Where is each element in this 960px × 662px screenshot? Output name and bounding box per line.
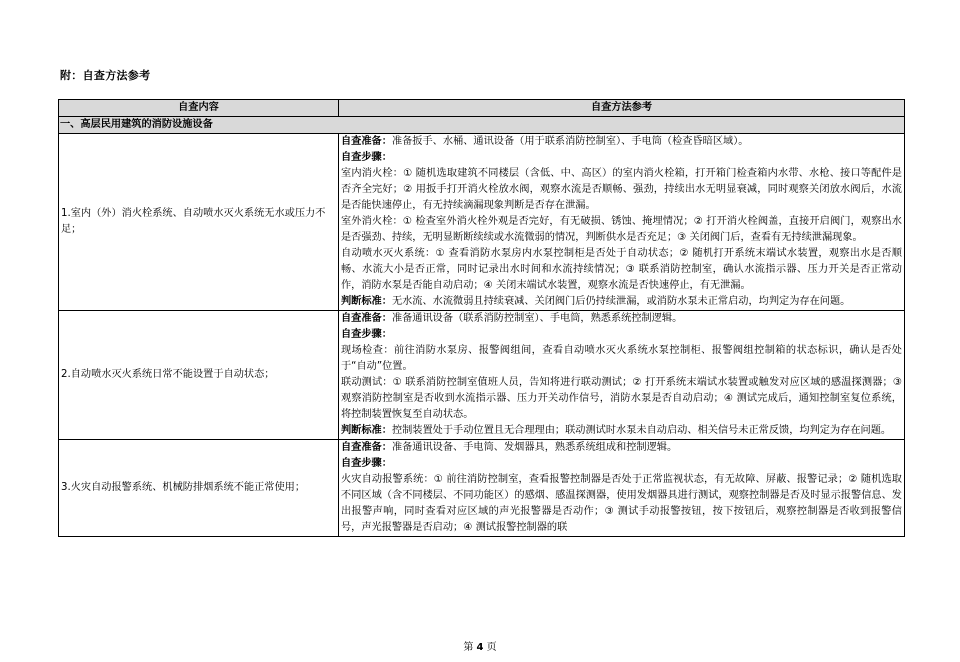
table-header-row — [59, 100, 905, 117]
check-method — [339, 311, 905, 440]
method-clip — [341, 440, 902, 536]
method-label: 自查步骤： — [341, 152, 392, 163]
method-paragraph — [341, 423, 902, 439]
method-label: 判断标准： — [341, 296, 392, 307]
section-title: 一、高层民用建筑的消防设施设备 — [59, 117, 905, 134]
method-label: 判断标准： — [341, 425, 392, 436]
section-row — [59, 117, 905, 134]
method-label: 自查准备： — [341, 442, 392, 453]
method-paragraph — [341, 472, 902, 536]
method-label: 自查准备： — [341, 313, 392, 324]
check-item: 3.火灾自动报警系统、机械防排烟系统不能正常使用； — [59, 440, 339, 537]
column-header-method: 自查方法参考 — [339, 100, 905, 117]
footer-suffix: 页 — [486, 642, 497, 653]
footer-prefix: 第 — [463, 642, 474, 653]
method-paragraph — [341, 343, 902, 375]
method-text: 准备扳手、水桶、通讯设备（用于联系消防控制室）、手电筒（检查昏暗区域）。 — [391, 136, 749, 147]
self-check-table — [58, 99, 905, 537]
check-method — [339, 134, 905, 311]
method-paragraph — [341, 150, 902, 166]
page-heading: 附：自查方法参考 — [60, 69, 151, 82]
method-paragraph — [341, 134, 902, 150]
check-item: 1.室内（外）消火栓系统、自动喷水灭火系统无水或压力不足； — [59, 134, 339, 311]
method-text: 火灾自动报警系统：① 前往消防控制室，查看报警控制器是否处于正常监视状态，有无故障、屏蔽、报警记录；② 随机选取不同区域（含不同楼层、不同功能区）的感烟、感温探测器，使用发烟器具进行测试，观察控制器是否及时显示报警信息、发出报警声响，同时查看对应区域的声光报警器是否动作；③ 测试手动报警按钮，按下按钮后，观察控制器是否收到报警信号，声光报警器是否启动；④ 测试报警控制器的联 — [341, 474, 902, 533]
method-text: 自动喷水灭火系统：① 查看消防水泵房内水泵控制柜是否处于自动状态；② 随机打开系统末端试水装置，观察出水是否顺畅、水流大小是否正常，同时记录出水时间和水流持续情况；③ 联系消防控制室，确认水流指示器、压力开关是否正常动作，消防水泵是否能自动启动；④ 关闭末端试水装置，观察水流是否快速停止，有无泄漏。 — [341, 248, 902, 291]
method-text: 准备通讯设备、手电筒、发烟器具，熟悉系统组成和控制逻辑。 — [391, 442, 678, 453]
page-number: 4 — [476, 642, 484, 653]
method-paragraph — [341, 166, 902, 214]
method-text: 无水流、水流微弱且持续衰减、关闭阀门后仍持续泄漏，或消防水泵未正常启动，均判定为存在问题。 — [391, 296, 851, 307]
table-row — [59, 134, 905, 311]
method-text: 准备通讯设备（联系消防控制室）、手电筒，熟悉系统控制逻辑。 — [391, 313, 683, 324]
method-text: 控制装置处于手动位置且无合理理由；联动测试时水泵未自动启动、相关信号未正常反馈，均判定为存在问题。 — [391, 425, 892, 436]
method-paragraph — [341, 311, 902, 327]
page-footer — [0, 638, 960, 653]
method-paragraph — [341, 327, 902, 343]
table-row — [59, 440, 905, 537]
column-header-content: 自查内容 — [59, 100, 339, 117]
method-label: 自查步骤： — [341, 458, 392, 469]
method-paragraph — [341, 440, 902, 456]
check-method — [339, 440, 905, 537]
method-paragraph — [341, 456, 902, 472]
method-paragraph — [341, 214, 902, 246]
method-label: 自查准备： — [341, 136, 392, 147]
check-item: 2.自动喷水灭火系统日常不能设置于自动状态； — [59, 311, 339, 440]
table-row — [59, 311, 905, 440]
method-label: 自查步骤： — [341, 329, 392, 340]
method-text: 室外消火栓：① 检查室外消火栓外观是否完好，有无破损、锈蚀、掩埋情况；② 打开消火栓阀盖，直接开启阀门，观察出水是否强劲、持续，无明显断断续续或水流微弱的情况，判断供水是否充足；③ 关闭阀门后，查看有无持续泄漏现象。 — [341, 216, 902, 243]
method-paragraph — [341, 375, 902, 423]
method-text: 室内消火栓：① 随机选取建筑不同楼层（含低、中、高区）的室内消火栓箱，打开箱门检查箱内水带、水枪、接口等配件是否齐全完好；② 用扳手打开消火栓放水阀，观察水流是否顺畅、强劲，持续出水无明显衰减，同时观察关闭放水阀后，水流是否能快速停止，有无持续滴漏现象判断是否存在泄漏。 — [341, 168, 902, 211]
method-paragraph — [341, 294, 902, 310]
method-paragraph — [341, 246, 902, 294]
method-text: 现场检查：前往消防水泵房、报警阀组间，查看自动喷水灭火系统水泵控制柜、报警阀组控制箱的状态标识，确认是否处于“自动”位置。 — [341, 345, 902, 372]
method-text: 联动测试：① 联系消防控制室值班人员，告知将进行联动测试；② 打开系统末端试水装置或触发对应区域的感温探测器；③ 观察消防控制室是否收到水流指示器、压力开关动作信号，消防水泵是否自动启动；④ 测试完成后，通知控制室复位系统，将控制装置恢复至自动状态。 — [341, 377, 902, 420]
